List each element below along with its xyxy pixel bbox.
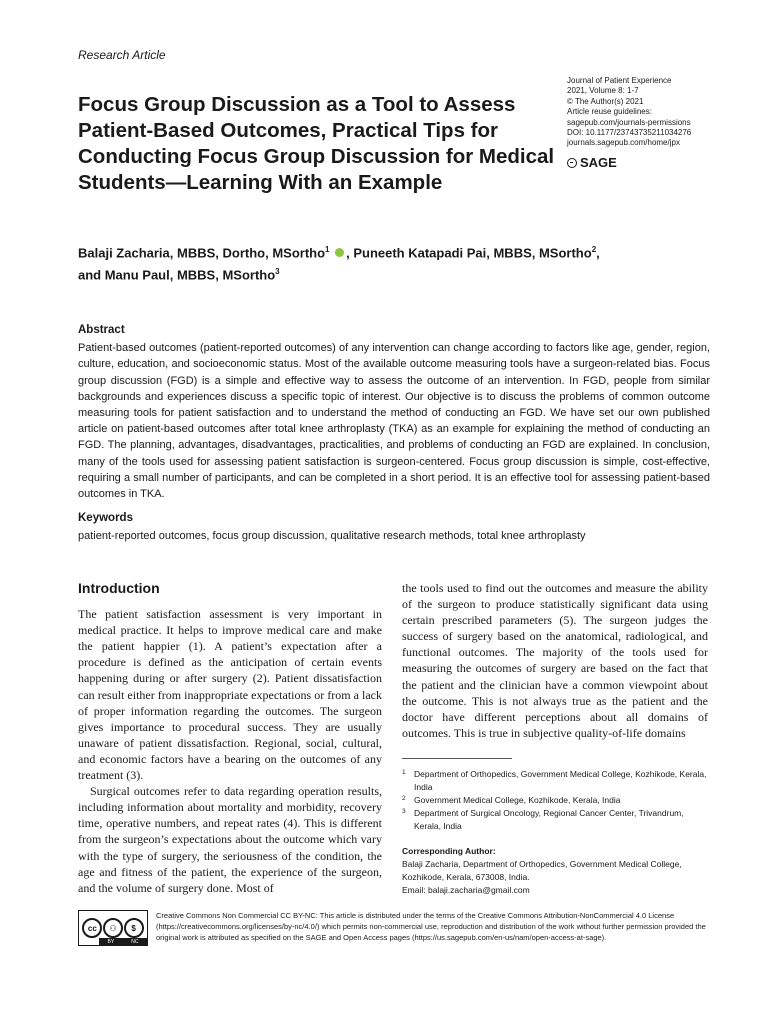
journal-info bbox=[567, 76, 747, 149]
intro-paragraph-1: The patient satisfaction assessment is very important in medical practice. It helps to improve medical care and make the patient happier (1). A patient’s expectation after a procedure is defined as the anticipation of certain events happening during or after surgery (2). Patient dissatisfaction can result either from inappropriate expectations or from a lack of proper information regarding the outcomes. The surgeon gives importance to procedural success. They are usually unaware of patient dissatisfaction. Regional, social, cultural, and economic factors have a bearing on the outcomes of any treatment (3). bbox=[78, 607, 382, 783]
intro-paragraph-2: Surgical outcomes refer to data regarding operation results, including information about mortality and morbidity, recovery time, operative numbers, and repeat rates (4). This is different from the surgeon’s expectations about the outcome which vary with the type of surgery, the seriousness of the condition, the age and fitness of the patient, the experience of the surgeon, and the volume of surgery done. Most of bbox=[78, 784, 382, 895]
intro-column-right bbox=[402, 580, 708, 741]
journal-copyright: © The Author(s) 2021 bbox=[567, 96, 644, 106]
author-sep: , bbox=[596, 245, 600, 261]
abstract-text: Patient-based outcomes (patient-reported outcomes) of any intervention can change according to factors like age, gender, region, culture, education, and socioeconomic status. Most of the available outcome measuring tools have a surgeon-related bias. Focus group discussion (FGD) is a simple and effective way to assess the outcome of an intervention. In FGD, people from similar backgrounds and experiences discuss a specific topic of interest. Our objective is to discuss the problems of common outcome measuring tools for patient satisfaction and to understand the method of conducting an FGD. We have set our own published article on patient-based outcomes after total knee arthroplasty (TKA) as an example for explaining the method of conducting an FGD. The planning, advantages, disadvantages, practicalities, and problems of conducting an FGD are explained. In conclusion, many of the tools used for assessing patient satisfaction is surgeon-centered. Focus group discussion is simple, cost-effective, requiring a small number of participants, and can be completed in a short period. It is an effective tool for assessing patient-based outcomes in TKA. bbox=[78, 342, 710, 501]
footnote-item bbox=[402, 794, 712, 807]
author-2: , Puneeth Katapadi Pai, MBBS, MSortho bbox=[346, 245, 592, 261]
publisher-name: SAGE bbox=[580, 155, 617, 170]
sage-logo-icon bbox=[567, 158, 577, 168]
badge-strip bbox=[99, 938, 147, 945]
footnote-text: Department of Surgical Oncology, Regional Cancer Center, Trivandrum, Kerala, India bbox=[414, 808, 684, 831]
orcid-icon[interactable] bbox=[335, 248, 344, 257]
author-1: Balaji Zacharia, MBBS, Dortho, MSortho bbox=[78, 245, 326, 261]
doi-link[interactable]: DOI: 10.1177/23743735211034276 bbox=[567, 128, 692, 138]
affiliation-footnotes bbox=[402, 768, 712, 833]
footnote-divider bbox=[402, 758, 512, 759]
author-1-affil: 1 bbox=[325, 245, 330, 254]
license-text: Creative Commons Non Commercial CC BY-NC: This article is distributed under the terms of the Creative Commons Attribution-NonCommercial 4.0 License (https://creativecommons.org/licenses/by-nc/4.0/) which permits non-commercial use, reproduction and distribution of the work without further permission provided the original work is attributed as specified on the SAGE and Open Access pages (https://us.sagepub.com/en-us/nam/open-access-at-sage). bbox=[156, 911, 706, 942]
license-block bbox=[78, 910, 710, 946]
footnote-item bbox=[402, 807, 712, 833]
footnote-number: 1 bbox=[402, 769, 406, 776]
abstract-section bbox=[78, 322, 710, 502]
author-3-affil: 3 bbox=[275, 267, 280, 277]
journal-home-link[interactable]: journals.sagepub.com/home/jpx bbox=[567, 138, 680, 148]
corresponding-address: Balaji Zacharia, Department of Orthopedics, Government Medical College, Kozhikode, Kerala, 673008, India. bbox=[402, 859, 682, 882]
keywords-section bbox=[78, 510, 710, 544]
author-2-affil: 2 bbox=[591, 245, 597, 254]
corresponding-email[interactable]: Email: balaji.zacharia@gmail.com bbox=[402, 885, 530, 895]
noncommercial-icon: $ bbox=[124, 918, 144, 938]
cc-by-nc-badge-icon[interactable] bbox=[78, 910, 148, 946]
footnote-text: Department of Orthopedics, Government Medical College, Kozhikode, Kerala, India bbox=[414, 769, 707, 792]
keywords-text: patient-reported outcomes, focus group discussion, qualitative research methods, total knee arthroplasty bbox=[78, 530, 586, 542]
journal-volume: 2021, Volume 8: 1-7 bbox=[567, 86, 639, 96]
footnote-text: Government Medical College, Kozhikode, Kerala, India bbox=[414, 795, 621, 805]
corresponding-author bbox=[402, 845, 712, 897]
abstract-heading: Abstract bbox=[78, 324, 125, 336]
corresponding-heading: Corresponding Author: bbox=[402, 846, 496, 856]
article-type-label: Research Article bbox=[78, 48, 166, 62]
badge-by-label: BY bbox=[107, 938, 115, 945]
footnote-number: 3 bbox=[402, 808, 406, 815]
keywords-heading: Keywords bbox=[78, 512, 133, 524]
reuse-label: Article reuse guidelines: bbox=[567, 107, 652, 117]
journal-name: Journal of Patient Experience bbox=[567, 76, 672, 85]
permissions-link[interactable]: sagepub.com/journals-permissions bbox=[567, 117, 691, 127]
publisher-logo bbox=[567, 155, 617, 170]
footnote-number: 2 bbox=[402, 795, 406, 802]
intro-heading: Introduction bbox=[78, 580, 160, 596]
intro-paragraph-3: the tools used to find out the outcomes and measure the ability of the surgeon to produce statistically significant data using certain prescribed parameters (5). The surgeon judges the success of surgery based on the anatomical, radiological, and functional outcomes. The majority of the tools used for measuring the outcomes of surgery are based on the fact that the patient and the clinician have a common viewpoint about the outcome. This is not always true as the patient and the doctor have different perceptions about all domains of outcomes. This is true in subjective quality-of-life domains bbox=[402, 581, 708, 740]
author-list bbox=[78, 240, 718, 285]
intro-column-left bbox=[78, 580, 382, 896]
article-title: Focus Group Discussion as a Tool to Assess Patient-Based Outcomes, Practical Tips for Conducting Focus Group Discussion for Medical Students—Learning With an Example bbox=[78, 93, 555, 194]
attribution-icon: ⚇ bbox=[103, 918, 123, 938]
badge-nc-label: NC bbox=[131, 938, 139, 945]
footnote-item bbox=[402, 768, 712, 794]
cc-icon: cc bbox=[82, 918, 102, 938]
author-3: and Manu Paul, MBBS, MSortho bbox=[78, 267, 276, 283]
